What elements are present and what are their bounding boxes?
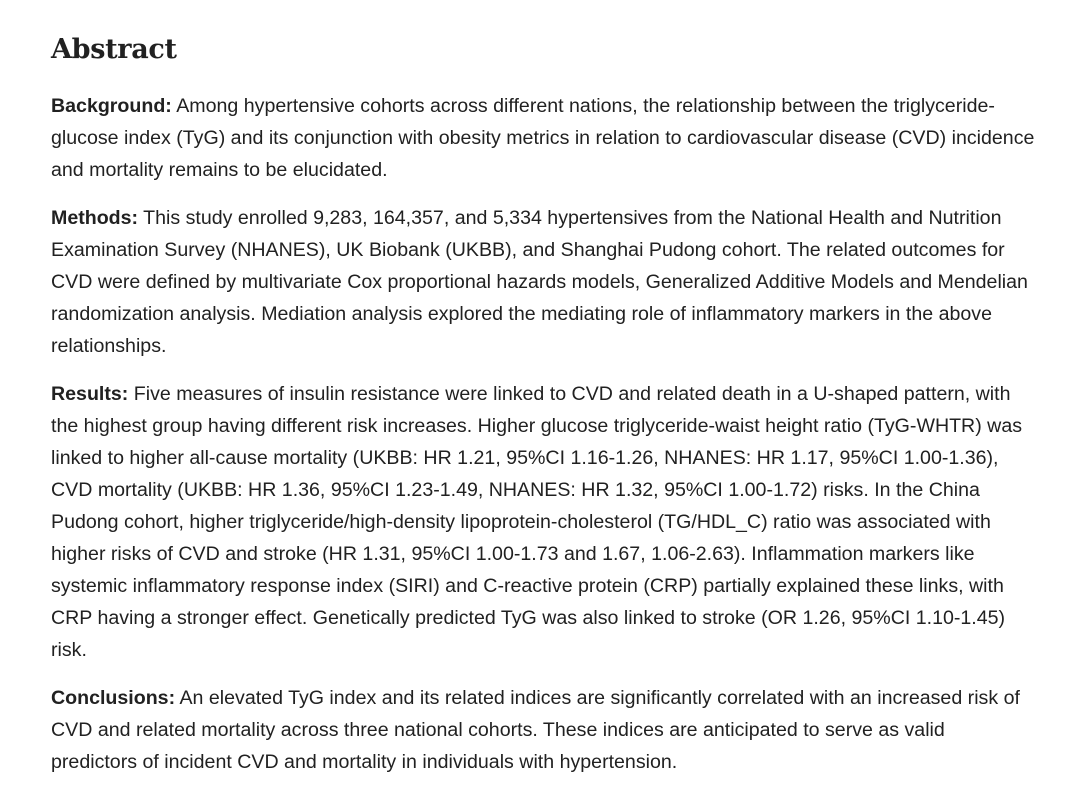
results-text: Five measures of insulin resistance were linked to CVD and related death in a U-shaped pattern, with the highest group having different risk increases. Higher glucose triglyceride-waist height ratio (TyG-WHTR) was linked to higher all-cause mortality (UKBB: HR 1.21, 95%CI 1.16-1.26, NHANES: HR 1.17, 95%CI 1.00-1.36), CVD mortality (UKBB: HR 1.36, 95%CI 1.23-1.49, NHANES: HR 1.32, 95%CI 1.00-1.72) risks. In the China Pudong cohort, higher triglyceride/high-density lipoprotein-cholesterol (TG/HDL_C) ratio was associated with higher risks of CVD and stroke (HR 1.31, 95%CI 1.00-1.73 and 1.67, 1.06-2.63). Inflammation markers like systemic inflammatory response index (SIRI) and C-reactive protein (CRP) partially explained these links, with CRP having a stronger effect. Genetically predicted TyG was also linked to stroke (OR 1.26, 95%CI 1.10-1.45) risk. [51, 383, 1023, 661]
conclusions-label: Conclusions: [51, 687, 176, 709]
methods-label: Methods: [51, 207, 139, 229]
background-text: Among hypertensive cohorts across different nations, the relationship between the triglyceride-glucose index (TyG) and its conjunction with obesity metrics in relation to cardiovascular disease (CVD) incidence and mortality remains to be elucidated. [51, 95, 1035, 181]
abstract-results [51, 378, 1036, 666]
background-label: Background: [51, 95, 172, 117]
results-label: Results: [51, 383, 129, 405]
abstract-heading: Abstract [51, 34, 177, 65]
conclusions-text: An elevated TyG index and its related indices are significantly correlated with an increased risk of CVD and related mortality across three national cohorts. These indices are anticipated to serve as valid predictors of incident CVD and mortality in individuals with hypertension. [51, 687, 1020, 773]
abstract [51, 30, 1036, 794]
methods-text: This study enrolled 9,283, 164,357, and 5,334 hypertensives from the National Health and Nutrition Examination Survey (NHANES), UK Biobank (UKBB), and Shanghai Pudong cohort. The related outcomes for CVD were defined by multivariate Cox proportional hazards models, Generalized Additive Models and Mendelian randomization analysis. Mediation analysis explored the mediating role of inflammatory markers in the above relationships. [51, 207, 1028, 357]
abstract-background [51, 90, 1036, 186]
abstract-methods [51, 202, 1036, 362]
abstract-conclusions [51, 682, 1036, 778]
